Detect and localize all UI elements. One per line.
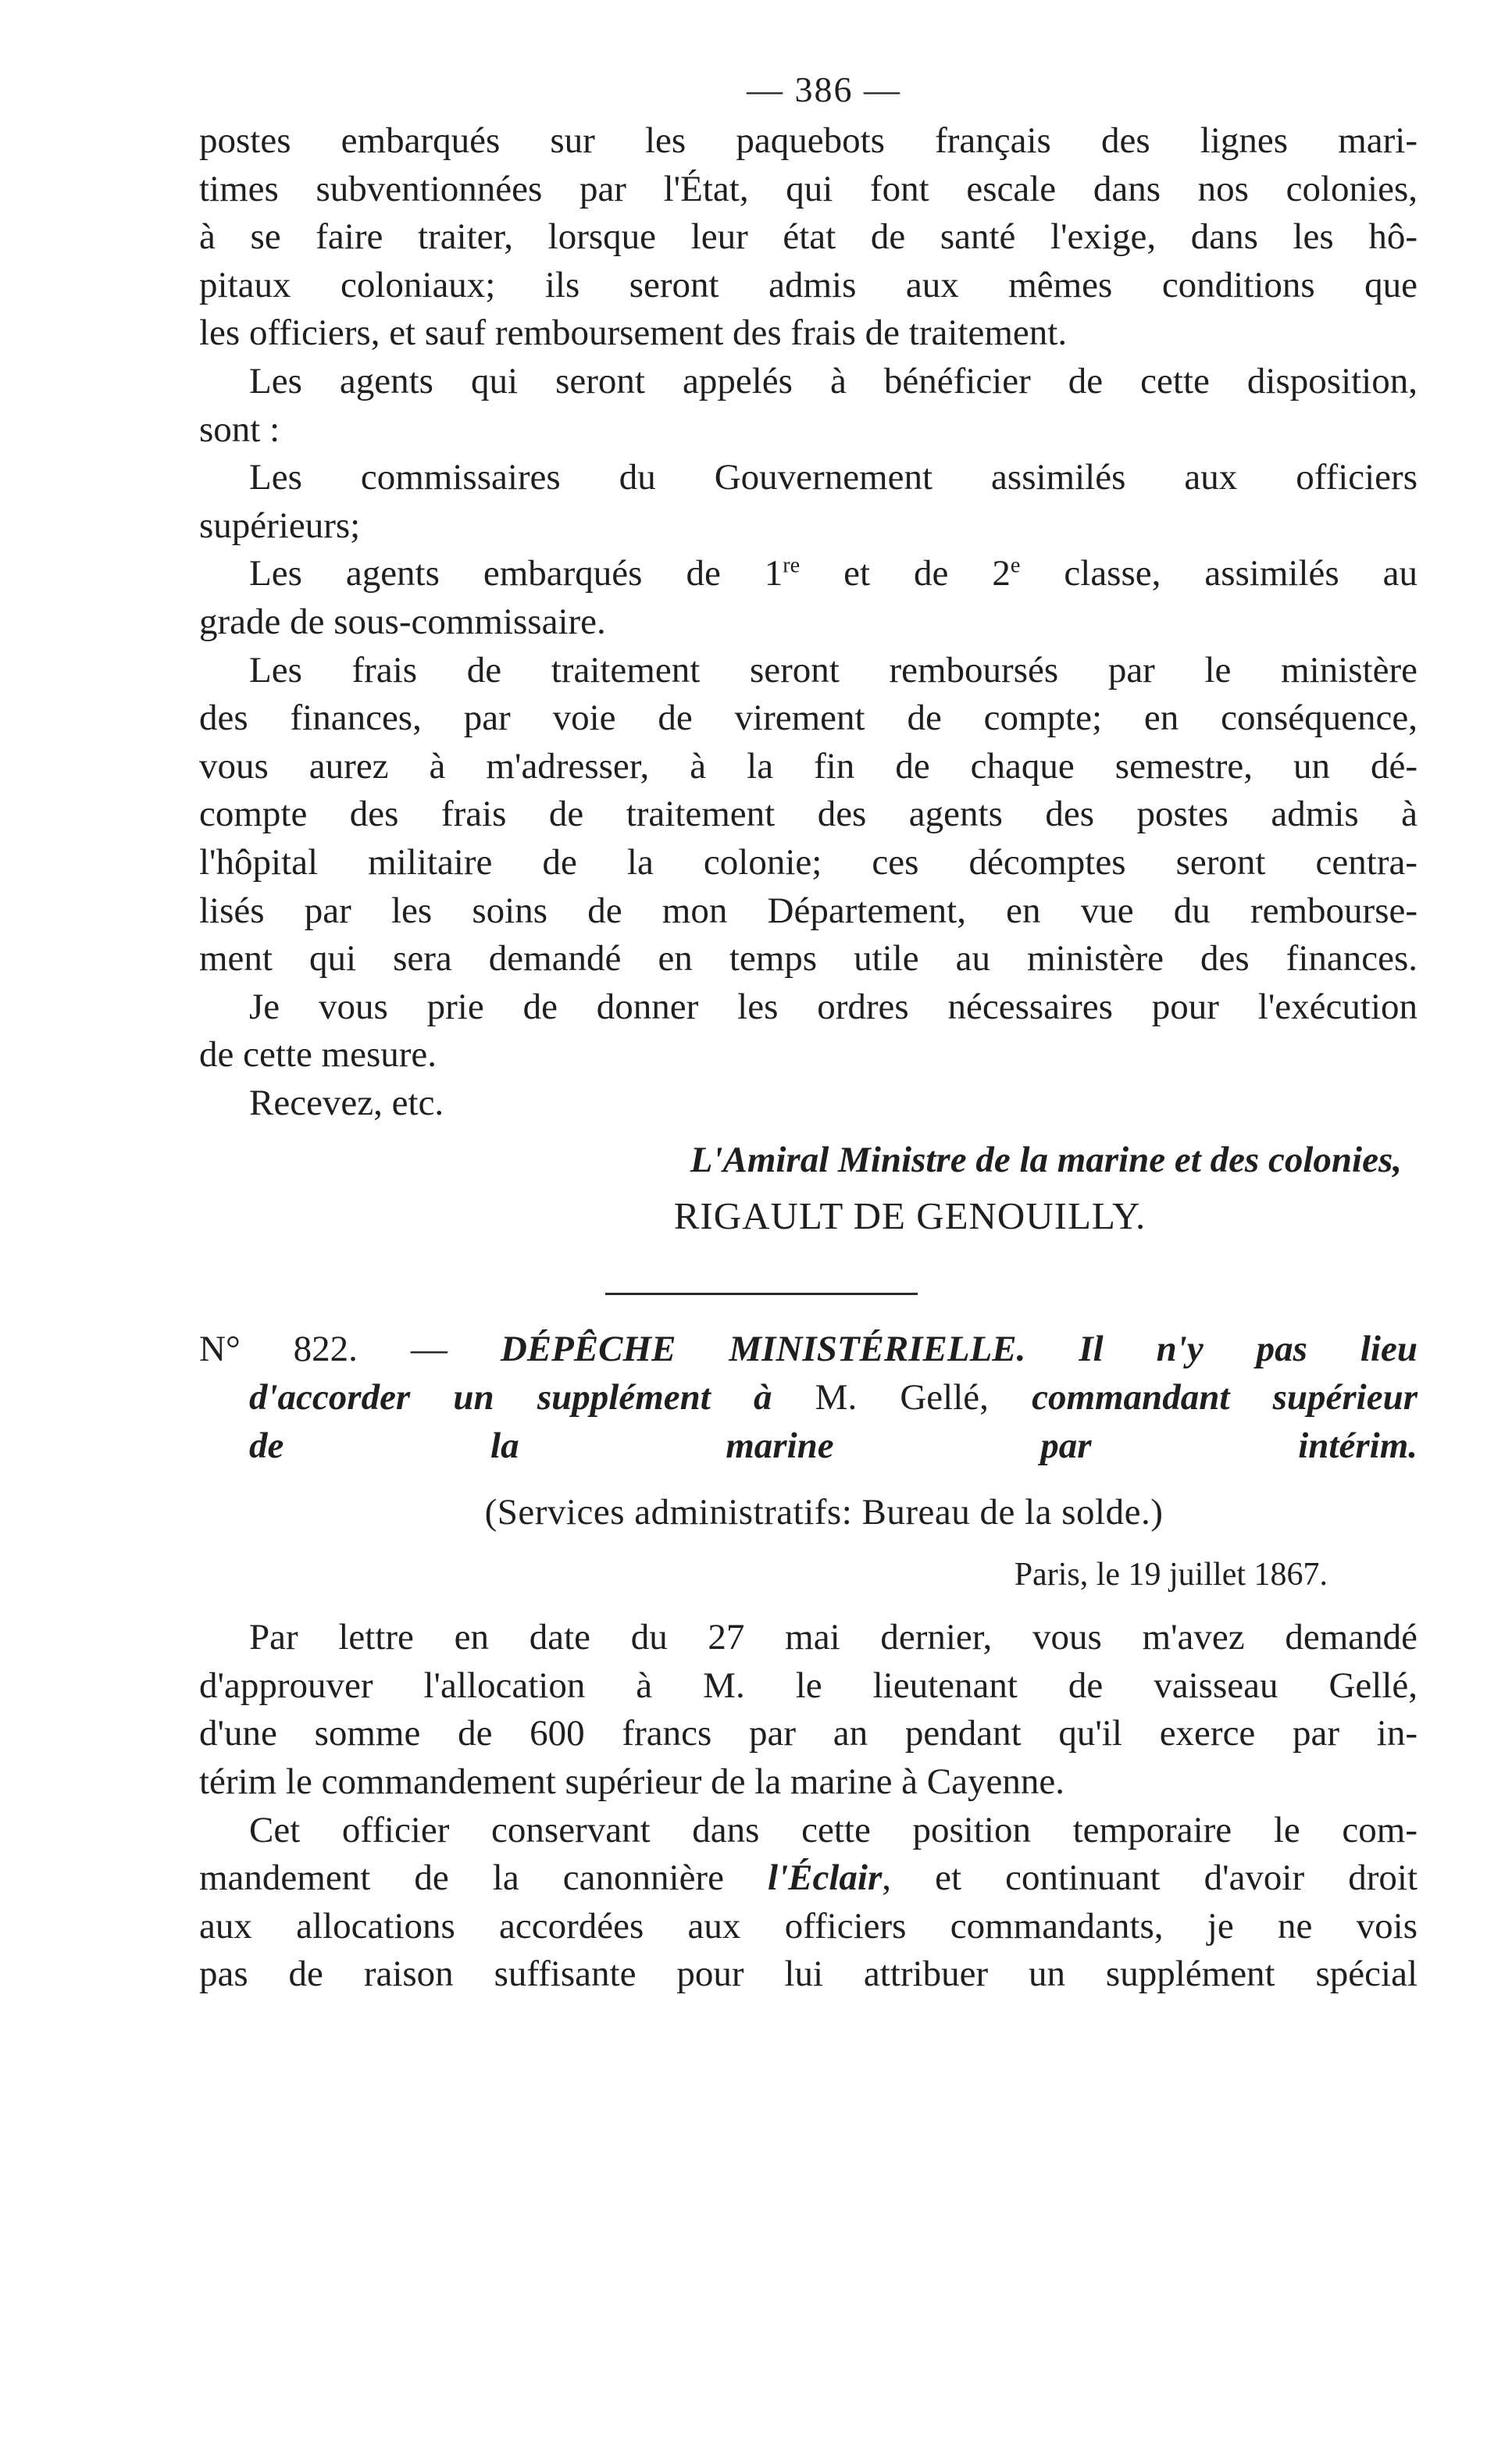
text-line: postes embarqués sur les paquebots français des lignes mari-: [199, 120, 1418, 161]
heading-fragment: commandant supérieur: [1032, 1377, 1418, 1418]
text-line: térim le commandement supérieur de la marine à Cayenne.: [199, 1761, 1064, 1803]
frais-paragraph: [199, 647, 1418, 983]
agents-intro-paragraph: [199, 358, 1418, 454]
heading-number: N° 822. —: [199, 1329, 501, 1370]
superscript: e: [1010, 553, 1021, 578]
text-line: lisés par les soins de mon Département, en vue du rembourse-: [199, 890, 1418, 931]
text-fragment: , et continuant d'avoir droit: [882, 1857, 1418, 1899]
text-fragment: classe, assimilés au: [1020, 553, 1418, 594]
heading-line: de la marine par intérim.: [249, 1425, 1418, 1466]
text-line: Les frais de traitement seront remboursés par le ministère: [249, 649, 1418, 690]
text-line: aux allocations accordées aux officiers commandants, je ne vois: [199, 1905, 1418, 1947]
text-line: l'hôpital militaire de la colonie; ces décomptes seront centra-: [199, 841, 1418, 883]
opening-paragraph: [199, 117, 1418, 358]
text-line: de cette mesure.: [199, 1034, 437, 1076]
ordres-paragraph: [199, 983, 1418, 1079]
closing-line: Recevez, etc.: [249, 1082, 444, 1123]
signature-name: RIGAULT DE GENOUILLY.: [673, 1194, 1146, 1238]
text-line: times subventionnées par l'État, qui font escale dans nos colonies,: [199, 168, 1418, 209]
text-fragment: mandement de la canonnière: [199, 1857, 768, 1899]
separator-rule: [605, 1293, 918, 1295]
heading-line: [199, 1374, 1418, 1422]
services-line: (Services administratifs: Bureau de la solde.): [484, 1492, 1164, 1533]
heading-fragment: d'accorder un supplément à: [249, 1377, 815, 1418]
text-line: des finances, par voie de virement de compte; en conséquence,: [199, 698, 1418, 739]
text-fragment: et de 2: [800, 553, 1011, 594]
superscript: re: [783, 553, 801, 578]
page-number: — 386 —: [747, 70, 901, 109]
text-line: sont :: [199, 409, 280, 450]
text-fragment: Les agents embarqués de 1: [249, 553, 783, 594]
document-page: [199, 62, 1418, 1999]
text-line: à se faire traiter, lorsque leur état de santé l'exige, dans les hô-: [199, 216, 1418, 258]
text-line: Les agents qui seront appelés à bénéficier de cette disposition,: [249, 360, 1418, 401]
signature-title: L'Amiral Ministre de la marine et des colonies,: [690, 1140, 1402, 1181]
text-line: vous aurez à m'adresser, à la fin de chaque semestre, un dé-: [199, 745, 1418, 787]
heading-line: [199, 1326, 1418, 1374]
heading-fragment: M. Gellé,: [815, 1377, 1032, 1418]
heading-title: DÉPÊCHE MINISTÉRIELLE. Il n'y pas lieu: [500, 1329, 1418, 1370]
text-line: Je vous prie de donner les ordres nécessaires pour l'exécution: [249, 986, 1418, 1027]
text-line: les officiers, et sauf remboursement des frais de traitement.: [199, 312, 1068, 354]
dateline: Paris, le 19 juillet 1867.: [1014, 1557, 1328, 1593]
text-line: [199, 550, 1418, 598]
closing-paragraph: [199, 1079, 1418, 1128]
officier-paragraph: [199, 1807, 1418, 1999]
text-line: pas de raison suffisante pour lui attribuer un supplément spécial: [199, 1954, 1418, 1995]
agents-embarques-paragraph: [199, 550, 1418, 646]
text-line: d'une somme de 600 francs par an pendant qu'il exerce par in-: [199, 1713, 1418, 1754]
lettre-paragraph: [199, 1614, 1418, 1806]
text-line: pitaux coloniaux; ils seront admis aux mêmes conditions que: [199, 264, 1418, 305]
text-line: supérieurs;: [199, 505, 361, 546]
ship-name: l'Éclair: [768, 1857, 883, 1899]
document-heading: [199, 1326, 1418, 1470]
text-line: grade de sous-commissaire.: [199, 601, 606, 642]
text-line: compte des frais de traitement des agents des postes admis à: [199, 794, 1418, 835]
text-line: Par lettre en date du 27 mai dernier, vous m'avez demandé: [249, 1617, 1418, 1658]
text-line: Cet officier conservant dans cette position temporaire le com-: [249, 1809, 1418, 1850]
text-line: ment qui sera demandé en temps utile au ministère des finances.: [199, 938, 1418, 980]
commissaires-paragraph: [199, 454, 1418, 550]
text-line: [199, 1854, 1418, 1903]
section-separator: [199, 1244, 1418, 1315]
text-line: d'approuver l'allocation à M. le lieutenant de vaisseau Gellé,: [199, 1665, 1418, 1706]
text-line: Les commissaires du Gouvernement assimilés aux officiers: [249, 457, 1418, 498]
